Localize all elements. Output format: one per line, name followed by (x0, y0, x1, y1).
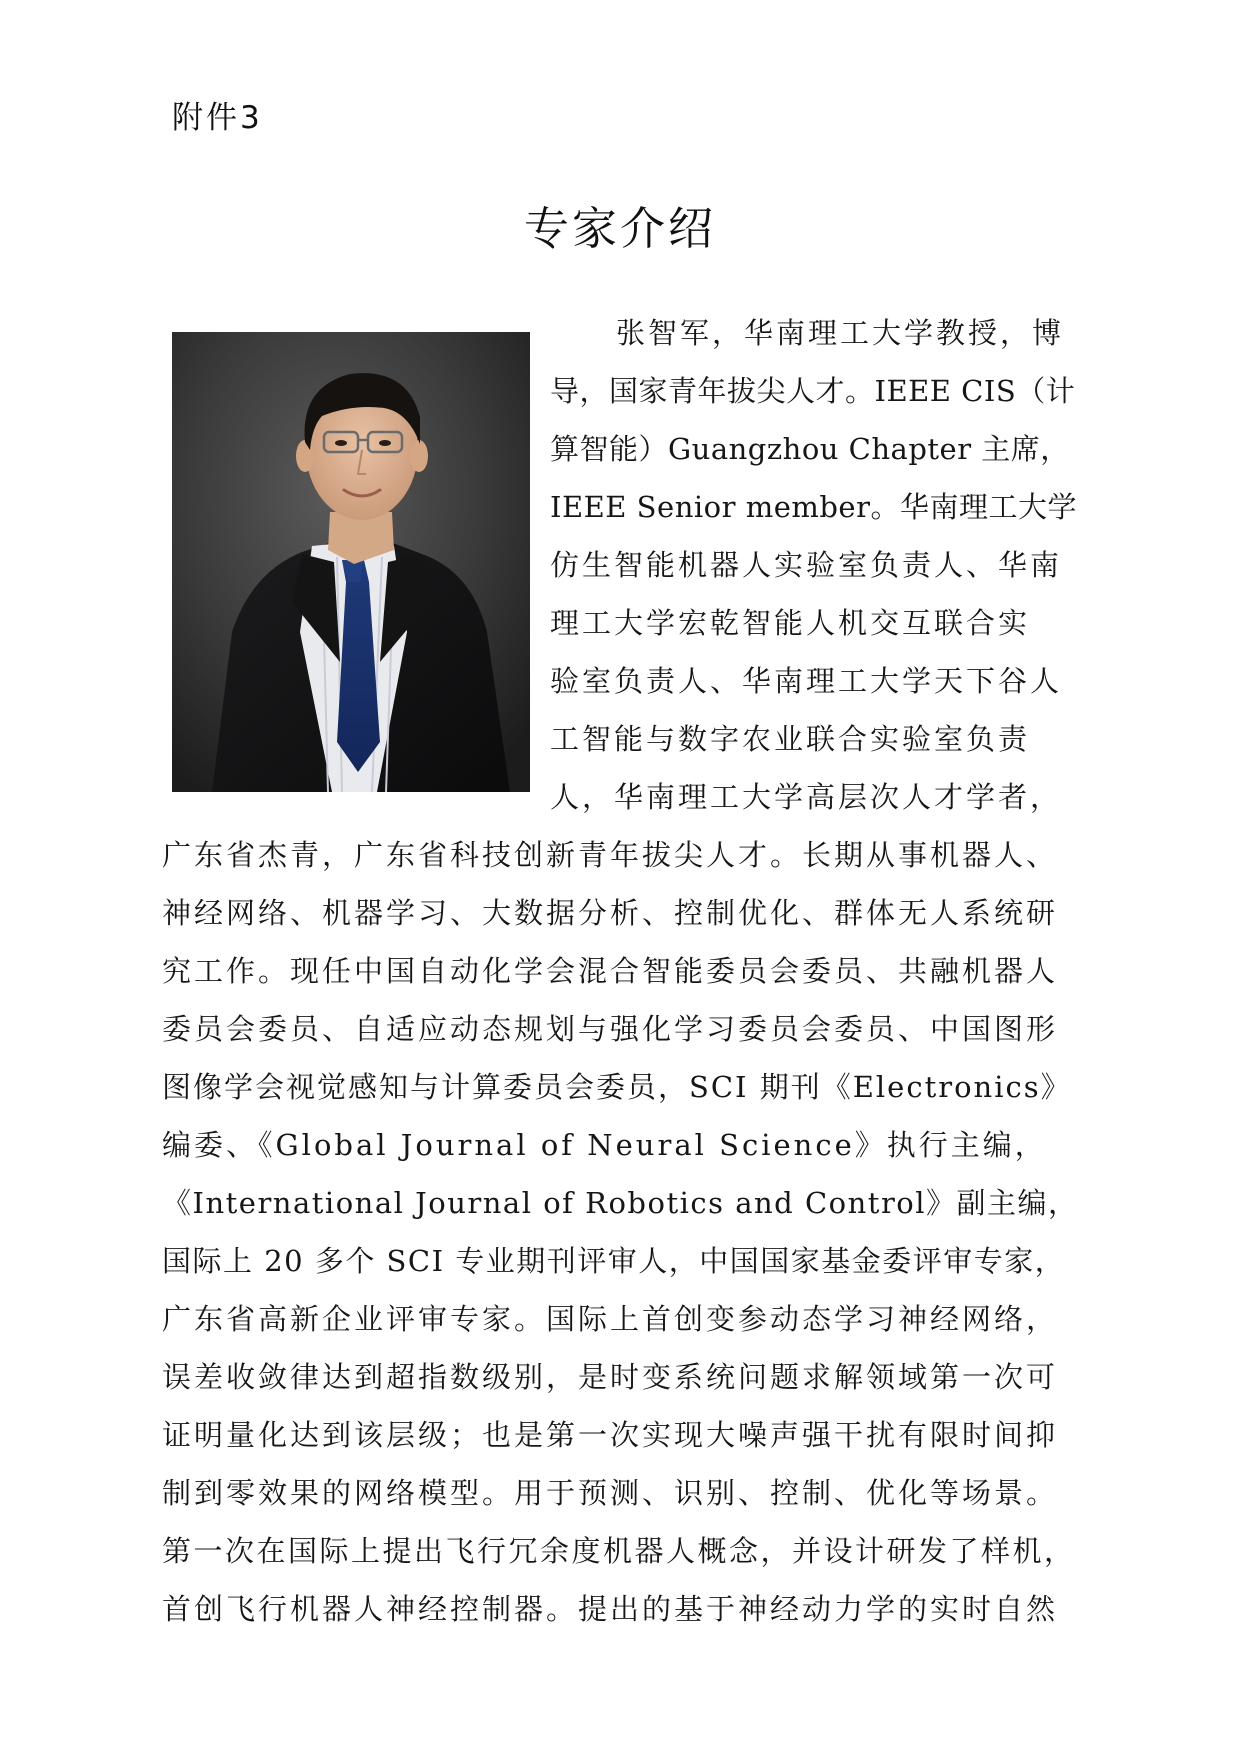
bio-line: 证明量化达到该层级；也是第一次实现大噪声强干扰有限时间抑 (162, 1418, 1059, 1452)
bio-line: 导，国家青年拔尖人才。IEEE CIS（计 (550, 374, 1076, 408)
attachment-label: 附件3 (172, 100, 263, 136)
bio-line: 制到零效果的网络模型。用于预测、识别、控制、优化等场景。 (162, 1476, 1059, 1510)
bio-line: 人，华南理工大学高层次人才学者， (550, 780, 1063, 814)
bio-line: 广东省高新企业评审专家。国际上首创变参动态学习神经网络， (162, 1302, 1059, 1336)
page-title: 专家介绍 (523, 202, 716, 255)
bio-line: 编委、《Global Journal of Neural Science》执行主编， (162, 1128, 1047, 1162)
bio-line: 神经网络、机器学习、大数据分析、控制优化、群体无人系统研 (162, 896, 1059, 930)
bio-line: 工智能与数字农业联合实验室负责 (550, 722, 1031, 756)
bio-line: 委员会委员、自适应动态规划与强化学习委员会委员、中国图形 (162, 1012, 1059, 1046)
bio-line: 验室负责人、华南理工大学天下谷人 (550, 664, 1063, 698)
bio-line: 误差收敛律达到超指数级别，是时变系统问题求解领域第一次可 (162, 1360, 1059, 1394)
bio-line: 算智能）Guangzhou Chapter 主席， (550, 432, 1070, 466)
bio-line: 图像学会视觉感知与计算委员会委员，SCI 期刊《Electronics》 (162, 1070, 1072, 1104)
bio-line: 第一次在国际上提出飞行冗余度机器人概念，并设计研发了样机， (162, 1534, 1076, 1568)
bio-line: 国际上 20 多个 SCI 专业期刊评审人，中国国家基金委评审专家， (162, 1244, 1066, 1278)
bio-line: 理工大学宏乾智能人机交互联合实 (550, 606, 1031, 640)
bio-line: 张智军，华南理工大学教授，博 (616, 316, 1065, 350)
bio-line: 广东省杰青，广东省科技创新青年拔尖人才。长期从事机器人、 (162, 838, 1059, 872)
bio-line: 《International Journal of Robotics and Control》副主编， (162, 1186, 1079, 1220)
bio-line: 首创飞行机器人神经控制器。提出的基于神经动力学的实时自然 (162, 1592, 1059, 1626)
bio-line: 究工作。现任中国自动化学会混合智能委员会委员、共融机器人 (162, 954, 1059, 988)
bio-line: IEEE Senior member。华南理工大学 (550, 490, 1077, 524)
bio-line: 仿生智能机器人实验室负责人、华南 (550, 548, 1063, 582)
